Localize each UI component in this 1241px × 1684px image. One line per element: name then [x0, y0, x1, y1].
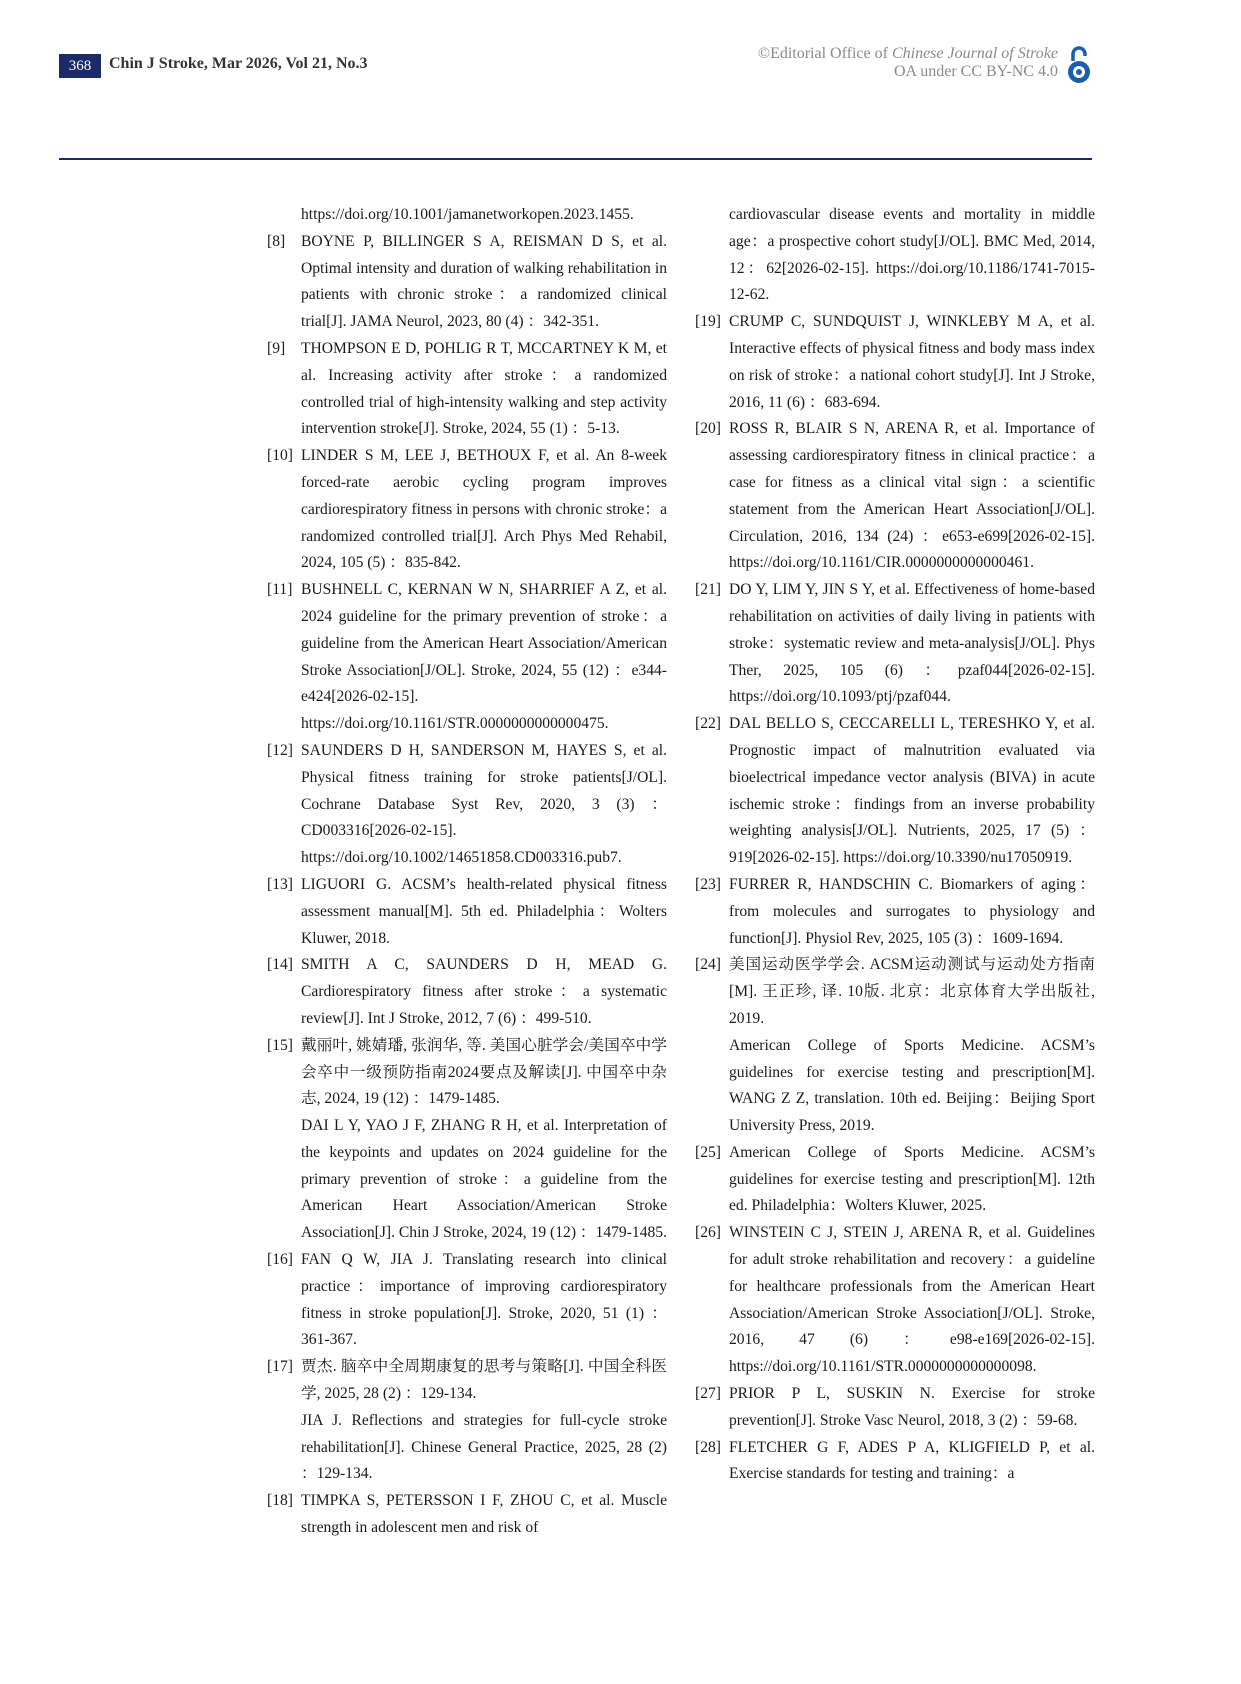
reference-text: SAUNDERS D H, SANDERSON M, HAYES S, et al. Physical fitness training for stroke patients[J/OL]. Cochrane Database Syst Rev, 2020, 3 (3) ：CD003316[2026-02-15]. https://doi.org/10.1002/14651858.CD003316.pub7.: [301, 741, 667, 867]
reference-entry: [267, 336, 667, 443]
reference-number: [13]: [267, 875, 293, 893]
reference-entry: [267, 1033, 667, 1113]
reference-text: 戴丽叶, 姚婧璠, 张润华, 等. 美国心脏学会/美国卒中学会卒中一级预防指南2024要点及解读[J]. 中国卒中杂志, 2024, 19 (12) ：1479-1485.: [301, 1036, 667, 1108]
reference-number: [8]: [267, 232, 286, 250]
copyright-journal: Chinese Journal of Stroke: [891, 45, 1058, 62]
reference-number: [16]: [267, 1251, 293, 1269]
reference-entry: [695, 1220, 1095, 1381]
reference-entry: [267, 1113, 667, 1247]
reference-entry: [695, 309, 1095, 416]
reference-entry: [267, 202, 667, 229]
reference-text: DO Y, LIM Y, JIN S Y, et al. Effectiveness of home-based rehabilitation on activities of daily living in patients with stroke：systematic review and meta-analysis[J/OL]. Phys Ther, 2025, 105 (6) ：pzaf044[2026-02-15]. https://doi.org/10.1093/ptj/pzaf044.: [729, 581, 1095, 706]
reference-entry: [695, 1435, 1095, 1489]
reference-text: CRUMP C, SUNDQUIST J, WINKLEBY M A, et al. Interactive effects of physical fitness and body mass index on risk of stroke：a national cohort study[J]. Int J Stroke, 2016, 11 (6) ：683-694.: [729, 313, 1095, 411]
reference-text: JIA J. Reflections and strategies for full-cycle stroke rehabilitation[J]. Chinese General Practice, 2025, 28 (2) ：129-134.: [301, 1411, 667, 1483]
reference-entry: [267, 1354, 667, 1408]
reference-entry: [695, 1381, 1095, 1435]
reference-entry: [267, 1247, 667, 1354]
reference-text: BOYNE P, BILLINGER S A, REISMAN D S, et al. Optimal intensity and duration of walking rehabilitation in patients with chronic stroke：a randomized clinical trial[J]. JAMA Neurol, 2023, 80 (4) ：342-351.: [301, 232, 667, 331]
license-text: OA under CC BY-NC 4.0: [893, 63, 1058, 80]
reference-text: American College of Sports Medicine. ACSM’s guidelines for exercise testing and prescription[M]. WANG Z Z, translation. 10th ed. Beijing：Beijing Sport University Press, 2019.: [729, 1036, 1095, 1135]
reference-entry: [695, 872, 1095, 952]
reference-number: [10]: [267, 447, 293, 465]
reference-text: 美国运动医学学会. ACSM运动测试与运动处方指南[M]. 王正珍, 译. 10版. 北京：北京体育大学出版社, 2019.: [729, 956, 1095, 1027]
reference-entry: [695, 952, 1095, 1032]
reference-entry: [695, 711, 1095, 872]
reference-text: PRIOR P L, SUSKIN N. Exercise for stroke prevention[J]. Stroke Vasc Neurol, 2018, 3 (2) ：59-68.: [729, 1385, 1095, 1429]
reference-entry: [267, 229, 667, 336]
reference-text: 贾杰. 脑卒中全周期康复的思考与策略[J]. 中国全科医学, 2025, 28 (2) ：129-134.: [301, 1358, 667, 1403]
reference-number: [14]: [267, 956, 293, 974]
reference-number: [9]: [267, 339, 286, 357]
reference-entry: [695, 1140, 1095, 1220]
reference-text: FAN Q W, JIA J. Translating research into clinical practice：importance of improving cardiorespiratory fitness in stroke population[J]. Stroke, 2020, 51 (1) ：361-367.: [301, 1251, 667, 1349]
reference-text: FURRER R, HANDSCHIN C. Biomarkers of aging：from molecules and surrogates to physiology and function[J]. Physiol Rev, 2025, 105 (3) ：1609-1694.: [729, 875, 1095, 947]
reference-text: https://doi.org/10.1001/jamanetworkopen.2023.1455.: [301, 206, 634, 223]
reference-entry: [695, 1033, 1095, 1140]
copyright-prefix: ©Editorial Office of: [757, 45, 892, 62]
reference-number: [11]: [267, 581, 293, 599]
reference-entry: [267, 1488, 667, 1542]
reference-number: [28]: [695, 1438, 721, 1456]
open-access-lock-icon: [1066, 45, 1092, 85]
reference-text: FLETCHER G F, ADES P A, KLIGFIELD P, et al. Exercise standards for testing and training：a: [729, 1438, 1095, 1483]
reference-number: [21]: [695, 581, 721, 599]
reference-entry: [695, 202, 1095, 309]
reference-entry: [267, 738, 667, 872]
reference-entry: [267, 872, 667, 952]
copyright-notice: [758, 45, 1058, 81]
reference-entry: [267, 443, 667, 577]
reference-number: [26]: [695, 1224, 721, 1242]
reference-text: WINSTEIN C J, STEIN J, ARENA R, et al. Guidelines for adult stroke rehabilitation and recovery：a guideline for healthcare professionals from the American Heart Association/American Stroke Association[J/OL]. Stroke, 2016, 47 (6) ：e98-e169[2026-02-15]. https://doi.org/10.1161/STR.0000000000000098.: [729, 1224, 1095, 1376]
reference-entry: [267, 1408, 667, 1488]
reference-text: THOMPSON E D, POHLIG R T, MCCARTNEY K M, et al. Increasing activity after stroke：a randomized controlled trial of high-intensity walking and step activity intervention stroke[J]. Stroke, 2024, 55 (1) ：5-13.: [301, 339, 667, 438]
references-left-column: [267, 202, 667, 1542]
reference-text: LIGUORI G. ACSM’s health-related physical fitness assessment manual[M]. 5th ed. Philadelphia：Wolters Kluwer, 2018.: [301, 875, 667, 947]
reference-entry: [695, 577, 1095, 711]
reference-number: [19]: [695, 313, 721, 331]
reference-number: [22]: [695, 715, 721, 733]
reference-text: LINDER S M, LEE J, BETHOUX F, et al. An 8-week forced-rate aerobic cycling program improves cardiorespiratory fitness in persons with chronic stroke：a randomized controlled trial[J]. Arch Phys Med Rehabil, 2024, 105 (5) ：835-842.: [301, 447, 667, 572]
reference-number: [12]: [267, 741, 293, 759]
reference-number: [23]: [695, 875, 721, 893]
reference-text: SMITH A C, SAUNDERS D H, MEAD G. Cardiorespiratory fitness after stroke：a systematic review[J]. Int J Stroke, 2012, 7 (6) ：499-510.: [301, 956, 667, 1027]
reference-number: [15]: [267, 1036, 293, 1054]
reference-number: [27]: [695, 1385, 721, 1403]
page-number: 368: [59, 54, 101, 78]
reference-number: [25]: [695, 1143, 721, 1161]
reference-number: [24]: [695, 956, 721, 974]
reference-entry: [267, 577, 667, 738]
reference-text: ROSS R, BLAIR S N, ARENA R, et al. Importance of assessing cardiorespiratory fitness in clinical practice：a case for fitness as a clinical vital sign：a scientific statement from the American Heart Association[J/OL]. Circulation, 2016, 134 (24) ：e653-e699[2026-02-15]. https://doi.org/10.1161/CIR.0000000000000461.: [729, 420, 1095, 572]
journal-citation-line: Chin J Stroke, Mar 2026, Vol 21, No.3: [109, 55, 368, 72]
reference-number: [18]: [267, 1492, 293, 1510]
reference-text: American College of Sports Medicine. ACSM’s guidelines for exercise testing and prescription[M]. 12th ed. Philadelphia：Wolters Kluwer, 2025.: [729, 1143, 1095, 1215]
reference-text: BUSHNELL C, KERNAN W N, SHARRIEF A Z, et al. 2024 guideline for the primary prevention of stroke：a guideline from the American Heart Association/American Stroke Association[J/OL]. Stroke, 2024, 55 (12) ：e344-e424[2026-02-15]. https://doi.org/10.1161/STR.0000000000000475.: [301, 581, 667, 733]
reference-number: [17]: [267, 1358, 293, 1376]
header-rule: [59, 158, 1092, 160]
reference-entry: [695, 416, 1095, 577]
reference-text: TIMPKA S, PETERSSON I F, ZHOU C, et al. Muscle strength in adolescent men and risk of: [301, 1492, 667, 1537]
reference-entry: [267, 952, 667, 1032]
reference-text: DAL BELLO S, CECCARELLI L, TERESHKO Y, et al. Prognostic impact of malnutrition evaluated via bioelectrical impedance vector analysis (BIVA) in acute ischemic stroke：findings from an inverse probability weighting analysis[J/OL]. Nutrients, 2025, 17 (5) ：919[2026-02-15]. https://doi.org/10.3390/nu17050919.: [729, 715, 1095, 867]
reference-number: [20]: [695, 420, 721, 438]
references-right-column: [695, 202, 1095, 1488]
reference-text: cardiovascular disease events and mortality in middle age：a prospective cohort study[J/OL]. BMC Med, 2014, 12：62[2026-02-15]. https://doi.org/10.1186/1741-7015-12-62.: [729, 206, 1095, 304]
reference-text: DAI L Y, YAO J F, ZHANG R H, et al. Interpretation of the keypoints and updates on 2024 guideline for the primary prevention of stroke：a guideline from the American Heart Association/American Stroke Association[J]. Chin J Stroke, 2024, 19 (12) ：1479-1485.: [301, 1117, 667, 1242]
